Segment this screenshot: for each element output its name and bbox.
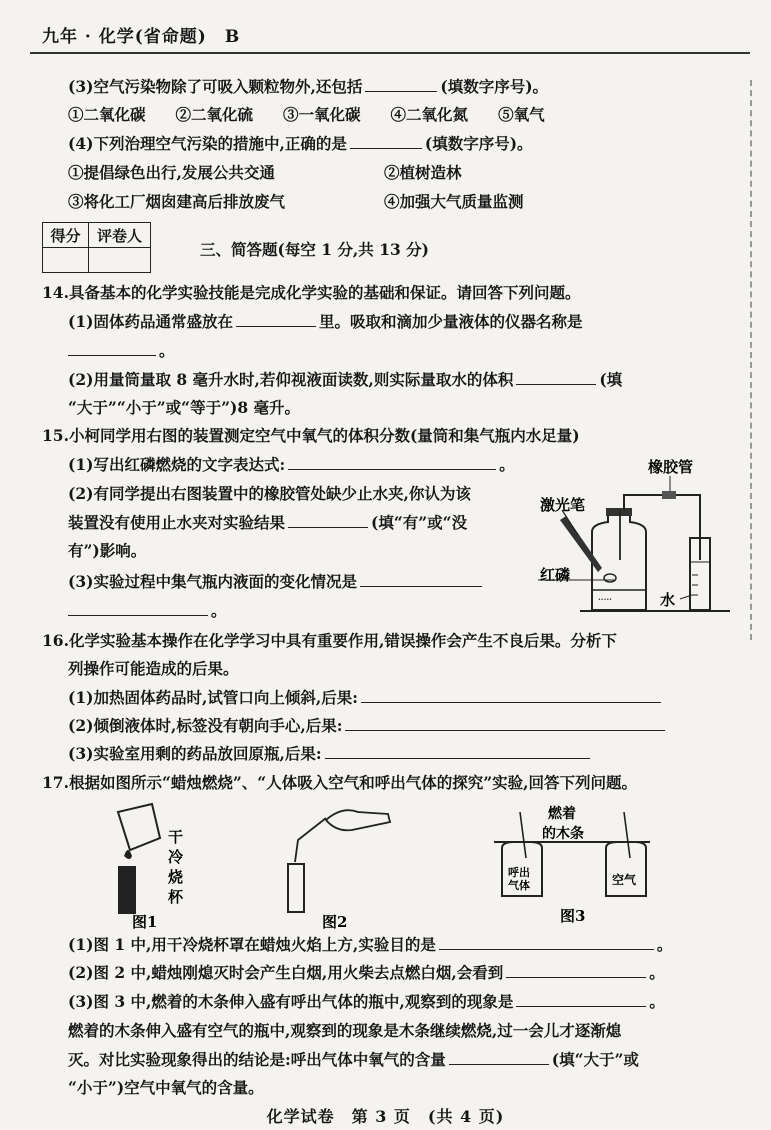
fig1-caption: 图1 xyxy=(132,913,158,931)
outlet-tube xyxy=(624,495,700,560)
q15-apparatus-figure xyxy=(520,450,750,620)
svg-text:燃着: 燃着 xyxy=(548,806,576,822)
answer-blank[interactable] xyxy=(236,312,316,327)
label-rubber-tube: 橡胶管 xyxy=(648,458,694,476)
svg-text:的木条: 的木条 xyxy=(542,826,584,842)
answer-blank[interactable] xyxy=(449,1050,549,1065)
answer-blank[interactable] xyxy=(350,134,422,149)
candle-flame xyxy=(124,850,132,859)
label-water: 水 xyxy=(660,591,676,609)
svg-text:烧: 烧 xyxy=(168,868,184,886)
answer-blank[interactable] xyxy=(516,992,646,1007)
q15-stem: 15.小柯同学用右图的装置测定空气中氧气的体积分数(量筒和集气瓶内水足量) xyxy=(42,426,580,445)
answer-blank[interactable] xyxy=(68,601,208,616)
svg-text:冷: 冷 xyxy=(168,848,184,866)
dry-cold-beaker xyxy=(118,804,160,850)
binding-fold-line xyxy=(750,80,752,640)
answer-blank[interactable] xyxy=(288,513,368,528)
svg-text:干: 干 xyxy=(168,828,184,846)
figure-1 xyxy=(118,804,184,931)
score-table xyxy=(42,222,151,273)
phosphorus-dish xyxy=(604,574,616,582)
q14-part2: (2)用量筒量取 8 毫升水时,若仰视液面读数,则实际量取水的体积 (填 xyxy=(68,370,623,389)
fig2-caption: 图2 xyxy=(322,913,348,931)
q16-part3: (3)实验室用剩的药品放回原瓶,后果: xyxy=(68,744,593,764)
q17-part3: (3)图 3 中,燃着的木条伸入盛有呼出气体的瓶中,观察到的现象是 。 xyxy=(68,992,665,1011)
rubber-stopper xyxy=(606,508,632,516)
svg-text:气体: 气体 xyxy=(508,879,530,892)
q13-measures-2: ②植树造林 xyxy=(384,163,462,182)
section-title: 三、简答题(每空 1 分,共 13 分) xyxy=(200,240,430,259)
bottle-air xyxy=(606,842,646,896)
candle-2 xyxy=(288,864,304,912)
svg-text:呼出: 呼出 xyxy=(508,866,530,879)
q14-part2-cont: “大于”“小于”或“等于”)8 毫升。 xyxy=(68,398,301,417)
q13-measures-4: ④加强大气质量监测 xyxy=(384,192,524,211)
q13-options: ①二氧化碳 ②二氧化硫 ③一氧化碳 ④二氧化氮 ⑤氧气 xyxy=(68,105,545,124)
q15-part2-cont: 装置没有使用止水夹对实验结果 (填“有”或“没 xyxy=(68,513,468,532)
q16-stem-1: 16.化学实验基本操作在化学学习中具有重要作用,错误操作会产生不良后果。分析下 xyxy=(42,631,617,650)
candle-1 xyxy=(118,866,136,914)
page-footer: 化学试卷 第 3 页 (共 4 页) xyxy=(266,1107,505,1126)
score-cell[interactable] xyxy=(43,248,89,273)
header-rule xyxy=(30,52,750,54)
q17-part3-cont: 燃着的木条伸入盛有空气的瓶中,观察到的现象是木条继续燃烧,过一会儿才逐渐熄 xyxy=(68,1021,622,1040)
q17-part1: (1)图 1 中,用干冷烧杯罩在蜡烛火焰上方,实验目的是 。 xyxy=(68,935,673,954)
svg-text:空气: 空气 xyxy=(612,873,637,887)
figure-3 xyxy=(494,805,650,925)
fig3-caption: 图3 xyxy=(560,907,586,925)
label-laser-pen: 激光笔 xyxy=(540,496,586,514)
answer-blank[interactable] xyxy=(325,744,590,759)
smoke-line xyxy=(295,818,326,862)
q15-part2-end: 有”)影响。 xyxy=(68,541,147,560)
answer-blank[interactable] xyxy=(288,455,496,470)
grader-label: 评卷人 xyxy=(89,223,151,248)
answer-blank[interactable] xyxy=(345,716,665,731)
laser-pen xyxy=(560,516,602,572)
q14-part1-cont: 。 xyxy=(68,341,175,361)
q17-figures xyxy=(90,800,670,935)
grader-cell[interactable] xyxy=(89,248,151,273)
page-header: 九年 · 化学(省命题) B xyxy=(42,27,241,47)
q15-part2: (2)有同学提出右图装置中的橡胶管处缺少止水夹,你认为该 xyxy=(68,484,471,503)
q17-stem: 17.根据如图所示“蜡烛燃烧”、“人体吸入空气和呼出气体的探究”实验,回答下列问题。 xyxy=(42,773,638,792)
figure-2 xyxy=(288,810,390,931)
hand-with-match xyxy=(326,810,390,830)
answer-blank[interactable] xyxy=(365,77,437,92)
q16-part2: (2)倾倒液体时,标签没有朝向手心,后果: xyxy=(68,716,668,736)
q15-part1: (1)写出红磷燃烧的文字表达式: 。 xyxy=(68,455,515,474)
answer-blank[interactable] xyxy=(439,935,654,950)
q13-measures-3: ③将化工厂烟囱建高后排放废气 xyxy=(68,192,286,211)
q15-part3: (3)实验过程中集气瓶内液面的变化情况是 xyxy=(68,572,485,592)
answer-blank[interactable] xyxy=(506,963,646,978)
svg-text:杯: 杯 xyxy=(168,888,184,906)
q13-part3: (3)空气污染物除了可吸入颗粒物外,还包括 (填数字序号)。 xyxy=(68,77,549,96)
answer-blank[interactable] xyxy=(516,370,596,385)
q17-part3-end: “小于”)空气中氧气的含量。 xyxy=(68,1078,264,1097)
q13-part4: (4)下列治理空气污染的措施中,正确的是 (填数字序号)。 xyxy=(68,134,533,153)
answer-blank[interactable] xyxy=(360,572,482,587)
label-red-phosphorus: 红磷 xyxy=(540,566,571,584)
q16-part1: (1)加热固体药品时,试管口向上倾斜,后果: xyxy=(68,688,664,708)
q17-part3-conclusion: 灭。对比实验现象得出的结论是:呼出气体中氧气的含量 (填“大于”或 xyxy=(68,1050,639,1069)
answer-blank[interactable] xyxy=(68,341,156,356)
q15-part3-cont: 。 xyxy=(68,601,227,621)
rubber-tube xyxy=(662,491,676,499)
answer-blank[interactable] xyxy=(361,688,661,703)
q14-stem: 14.具备基本的化学实验技能是完成化学实验的基础和保证。请回答下列问题。 xyxy=(42,283,581,302)
svg-text:·····: ····· xyxy=(598,594,612,604)
q16-stem-2: 列操作可能造成的后果。 xyxy=(68,659,239,678)
q14-part1: (1)固体药品通常盛放在 里。吸取和滴加少量液体的仪器名称是 xyxy=(68,312,583,331)
q13-measures-1: ①提倡绿色出行,发展公共交通 xyxy=(68,163,275,182)
q17-part2: (2)图 2 中,蜡烛刚熄灭时会产生白烟,用火柴去点燃白烟,会看到 。 xyxy=(68,963,665,982)
score-label: 得分 xyxy=(43,223,89,248)
